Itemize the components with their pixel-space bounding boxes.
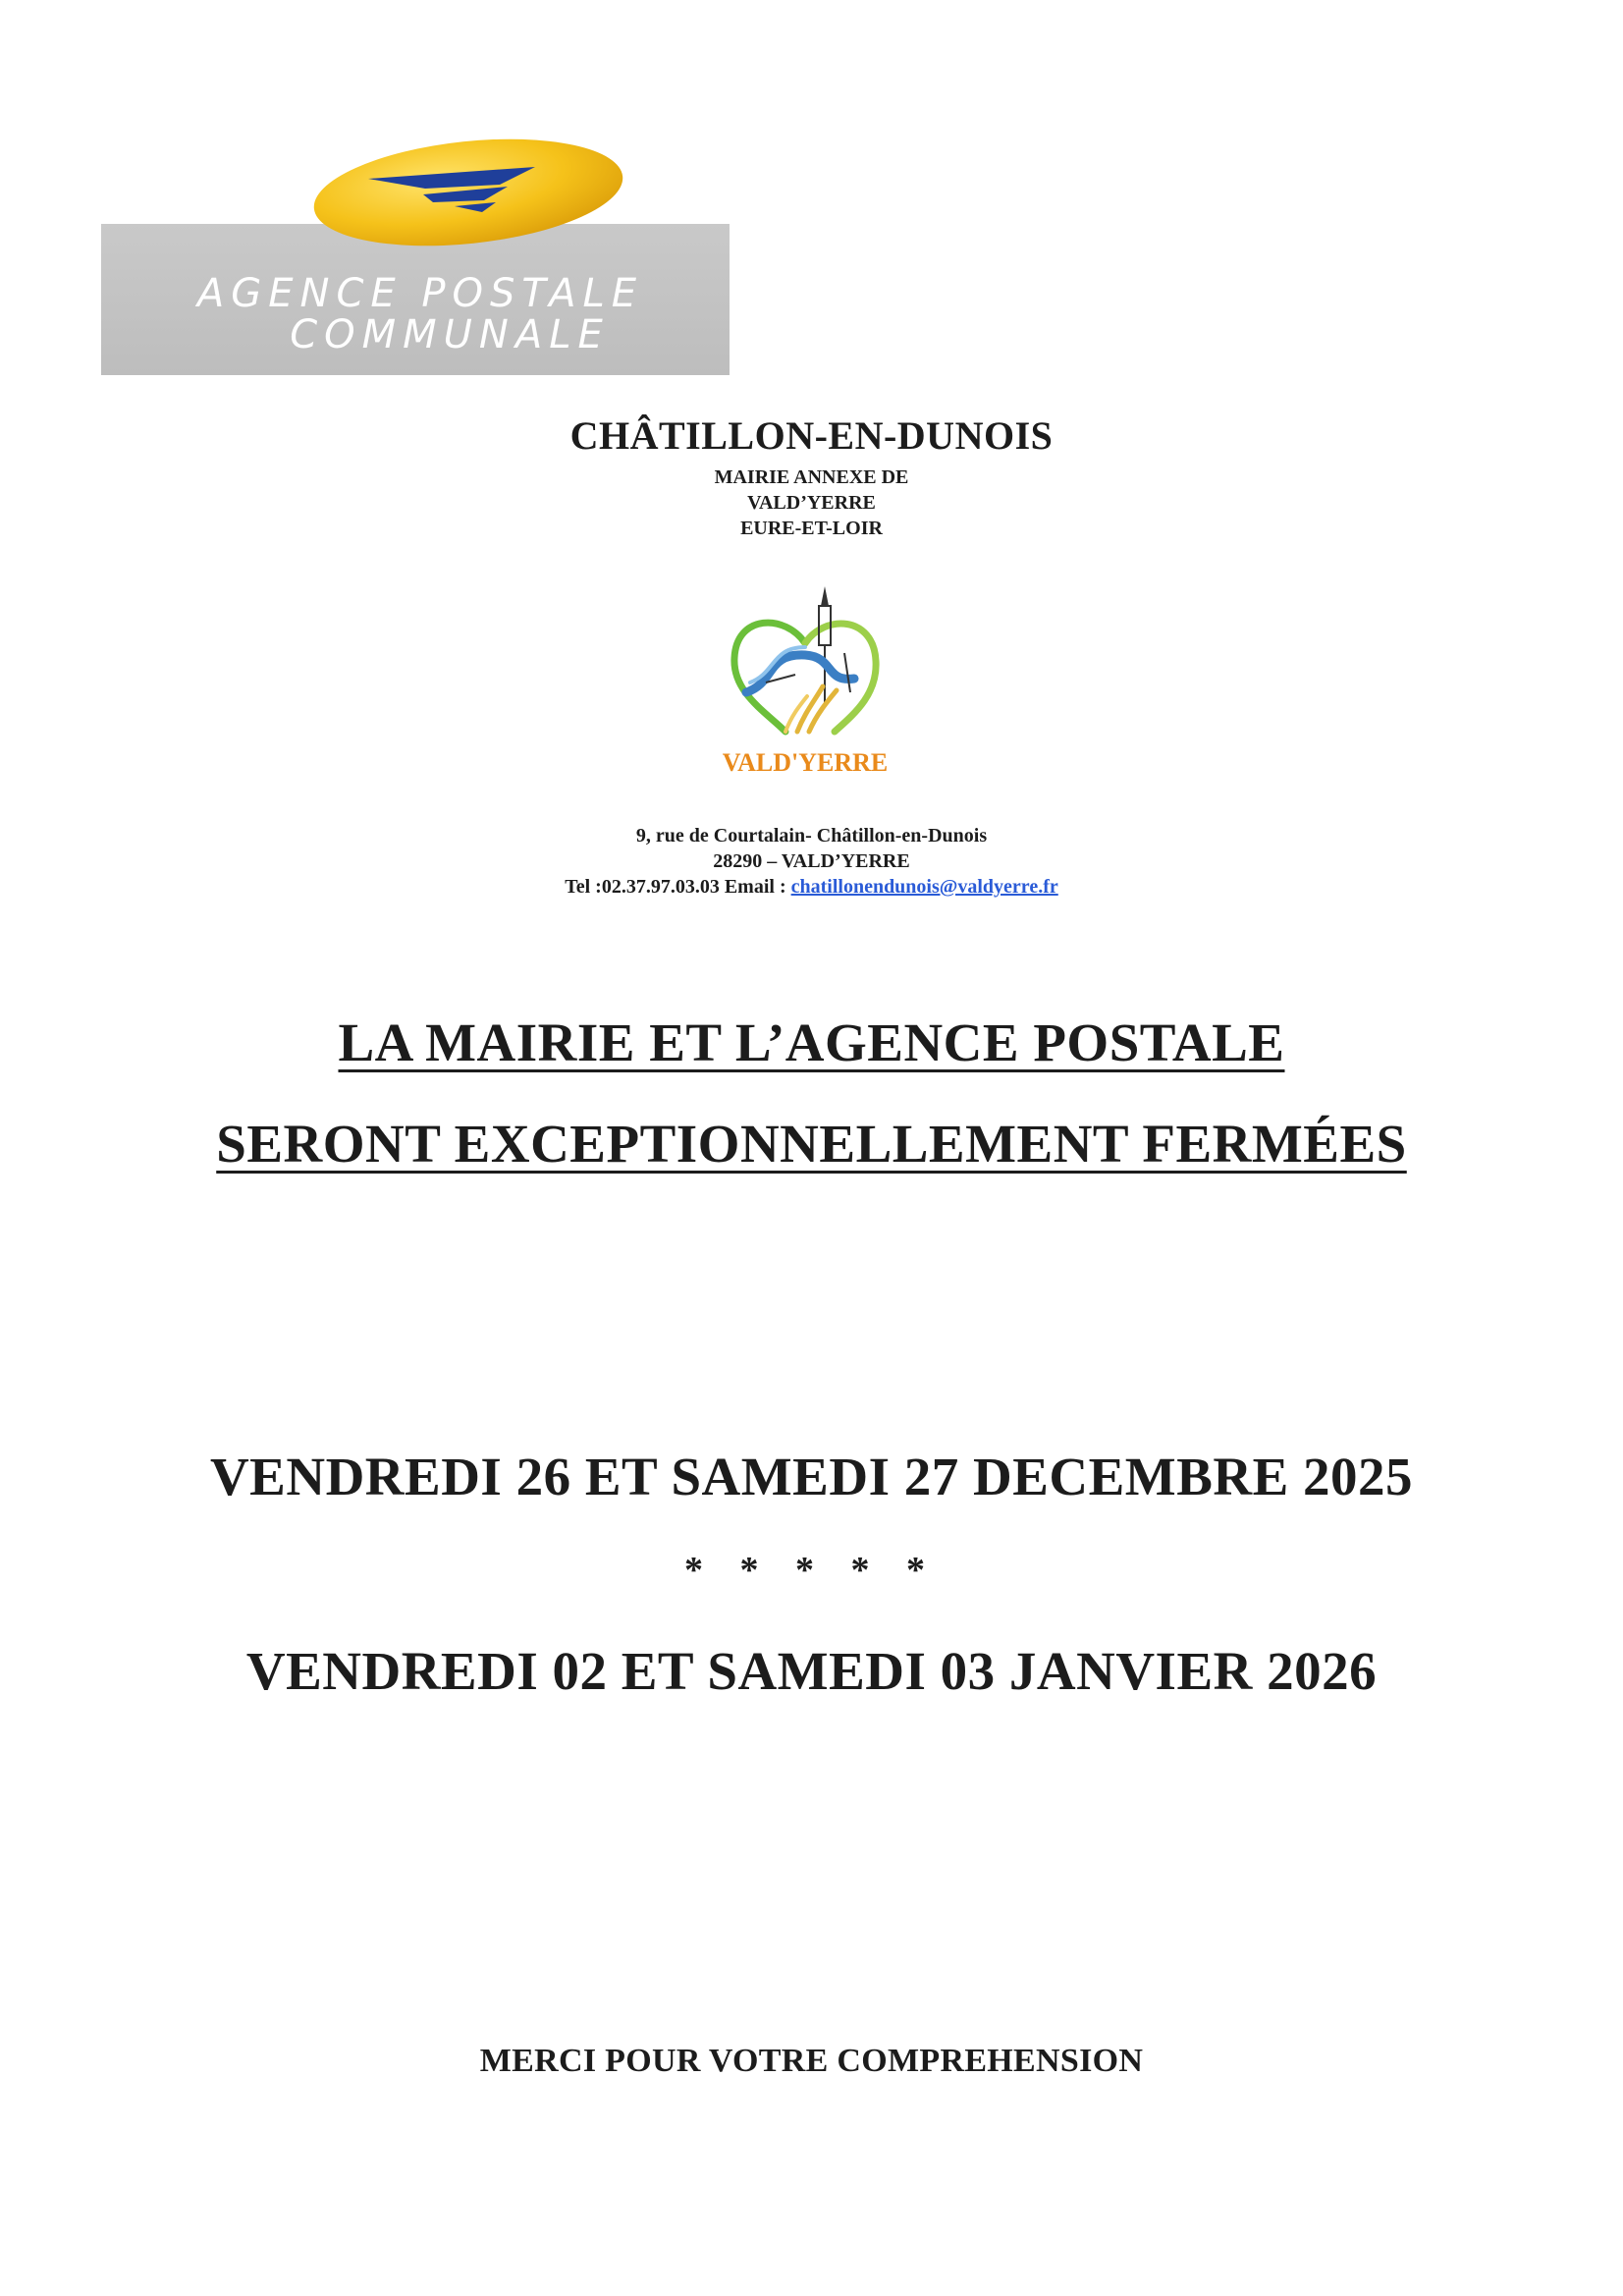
closure-date-january: VENDREDI 02 ET SAMEDI 03 JANVIER 2026	[245, 1641, 1378, 1701]
agence-postale-logo	[101, 134, 730, 377]
valdyerre-logo-text: VALD'YERRE	[722, 748, 889, 777]
thanks-message: MERCI POUR VOTRE COMPREHENSION	[479, 2043, 1144, 2079]
headline-line2: SERONT EXCEPTIONNELLEMENT FERMÉES	[216, 1114, 1407, 1174]
town-name: CHÂTILLON-EN-DUNOIS	[569, 413, 1054, 458]
address-postcode: 28290 – VALD’YERRE	[713, 850, 910, 872]
mairie-annexe-line: MAIRIE ANNEXE DE	[714, 466, 909, 488]
valdyerre-logo	[707, 584, 903, 781]
address-street: 9, rue de Courtalain- Châtillon-en-Dunois	[635, 825, 988, 847]
logo-text-line1: AGENCE POSTALE	[196, 271, 644, 316]
department-line: EURE-ET-LOIR	[740, 518, 883, 539]
la-poste-bird-icon	[307, 134, 629, 247]
contact-line	[0, 874, 1623, 900]
headline-line1: LA MAIRIE ET L’AGENCE POSTALE	[338, 1012, 1285, 1072]
logo-text-line2: COMMUNALE	[290, 312, 610, 357]
closure-date-december: VENDREDI 26 ET SAMEDI 27 DECEMBRE 2025	[209, 1447, 1414, 1506]
phone-label: Tel :02.37.97.03.03 Email :	[565, 876, 791, 898]
email-link[interactable]: chatillonendunois@valdyerre.fr	[790, 876, 1058, 898]
commune-line: VALD’YERRE	[747, 492, 876, 514]
star-separator: * * * * *	[684, 1550, 939, 1591]
